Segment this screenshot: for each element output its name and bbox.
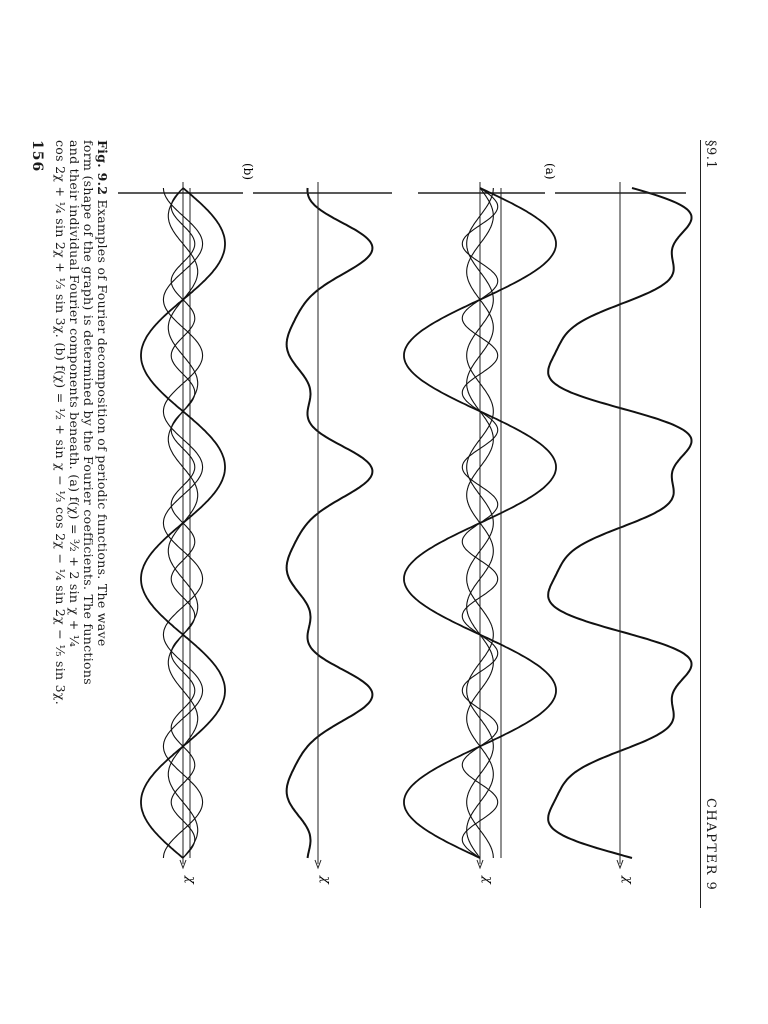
figure-caption (55, 140, 111, 908)
caption-line-1: Examples of Fourier decomposition of periodic functions. The wave (95, 199, 110, 647)
figure-label: Fig. 9.2 (95, 140, 110, 196)
chapter-title: CHAPTER 9 (703, 798, 718, 892)
panel-b (118, 182, 392, 885)
section-number: §9.1 (703, 140, 718, 170)
sum-axis-label: χ (620, 876, 635, 884)
caption-line-2: form (shape of the graph) is determined by the Fourier coefficients. The functions (81, 140, 96, 685)
caption-line-3: and their individual Fourier components beneath. (a) f(χ) = ³⁄₂ + 2 sin χ + ¼ (67, 140, 82, 648)
component-axis-label: χ (183, 876, 198, 884)
component-axis-label: χ (480, 876, 495, 884)
page-number: 156 (29, 140, 45, 173)
panel-a-label: (a) (543, 163, 557, 180)
sum-axis-label: χ (318, 876, 333, 884)
caption-line-4: cos 2χ + ¼ sin 2χ + ⅓ sin 3χ. (b) f(χ) = ½ + sin χ − ⅓ cos 2χ − ¼ sin 2χ − ⅕ sin 3χ. (53, 140, 68, 706)
sum-curve (287, 188, 373, 858)
panel-a (404, 182, 692, 885)
panel-b-label: (b) (241, 163, 255, 181)
